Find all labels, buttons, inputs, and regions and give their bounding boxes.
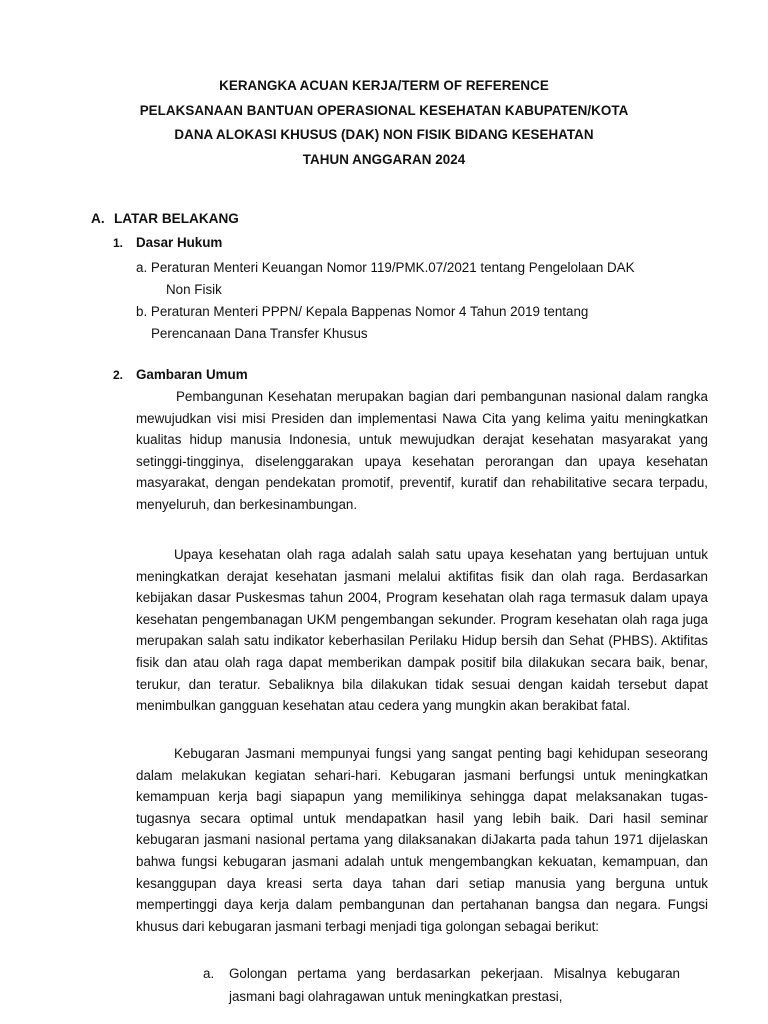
subsection-2-title: Gambaran Umum bbox=[136, 367, 248, 382]
document-title-block bbox=[0, 74, 768, 172]
legal-basis-item-a-label: a. bbox=[136, 260, 148, 275]
paragraph-2: Upaya kesehatan olah raga adalah salah satu upaya kesehatan yang bertujuan untuk meningkatkan derajat kesehatan jasmani melalui aktifitas fisik dan olah raga. Berdasarkan kebijakan dasar Puskesmas tahun 2004, Program kesehatan olah raga termasuk dalam upaya kesehatan pengembanagan UKM pengembangan sekunder. Program kesehatan olah raga juga merupakan salah satu indikator keberhasilan Perilaku Hidup bersih dan Sehat (PHBS). Aktifitas fisik dan atau olah raga dapat memberikan dampak positif bila dilakukan secara baik, benar, terukur, dan teratur. Sebaliknya bila dilakukan tidak sesuai dengan kaidah tersebut dapat menimbulkan gangguan kesehatan atau cedera yang mungkin akan berakibat fatal. bbox=[136, 547, 708, 714]
subsection-1-heading bbox=[113, 235, 222, 250]
subsection-2-number: 2. bbox=[113, 368, 124, 382]
legal-basis-item-a-line1: Peraturan Menteri Keuangan Nomor 119/PMK.07/2021 tentang Pengelolaan DAK bbox=[150, 260, 635, 275]
function-list-item-a-text: Golongan pertama yang berdasarkan pekerjaan. Misalnya kebugaran jasmani bagi olahragawan untuk meningkatkan prestasi, bbox=[229, 966, 680, 1004]
legal-basis-item-a bbox=[136, 257, 716, 301]
subsection-1-title: Dasar Hukum bbox=[136, 235, 223, 250]
subsection-1-number: 1. bbox=[113, 236, 124, 250]
legal-basis-item-b-label: b. bbox=[136, 304, 148, 319]
legal-basis-item-b-line2: Perencanaan Dana Transfer Khusus bbox=[151, 326, 368, 341]
paragraph-1: Pembangunan Kesehatan merupakan bagian dari pembangunan nasional dalam rangka mewujudkan visi misi Presiden dan implementasi Nawa Cita yang kelima yaitu meningkatkan kualitas hidup manusia Indonesia, untuk mewujudkan derajat kesehatan masyarakat yang setinggi-tingginya, diselenggarakan upaya kesehatan perorangan dan upaya kesehatan masyarakat, dengan pendekatan promotif, preventif, kuratif dan rehabilitative secara terpadu, menyeluruh, dan berkesinambungan. bbox=[136, 389, 708, 512]
legal-basis-item-b bbox=[136, 301, 716, 345]
title-line-4: TAHUN ANGGARAN 2024 bbox=[302, 151, 466, 167]
function-list-item-a bbox=[205, 963, 680, 1008]
function-list-item-a-label: a. bbox=[203, 966, 215, 981]
section-a-title: LATAR BELAKANG bbox=[114, 211, 239, 226]
section-a-heading bbox=[91, 211, 239, 226]
paragraph-3: Kebugaran Jasmani mempunyai fungsi yang sangat penting bagi kehidupan seseorang dalam melakukan kegiatan sehari-hari. Kebugaran jasmani berfungsi untuk meningkatkan kemampuan kerja bagi siapapun yang memilikinya sehingga dapat melaksanakan tugas-tugasnya secara optimal untuk mendapatkan hasil yang lebih baik. Dari hasil seminar kebugaran jasmani nasional pertama yang dilaksanakan diJakarta pada tahun 1971 dijelaskan bahwa fungsi kebugaran jasmani adalah untuk mengembangkan kekuatan, kemampuan, dan kesanggupan daya kreasi serta daya tahan dari setiap manusia yang berguna untuk mempertinggi daya kerja dalam pembangunan dan pertahanan bangsa dan negara. Fungsi khusus dari kebugaran jasmani terbagi menjadi tiga golongan sebagai berikut: bbox=[136, 746, 708, 934]
section-a-number: A. bbox=[91, 211, 105, 226]
subsection-2-heading bbox=[113, 367, 248, 382]
title-line-1: KERANGKA ACUAN KERJA/TERM OF REFERENCE bbox=[219, 78, 549, 93]
legal-basis-item-a-line2: Non Fisik bbox=[166, 282, 222, 297]
title-line-3: DANA ALOKASI KHUSUS (DAK) NON FISIK BIDANG KESEHATAN bbox=[174, 127, 594, 142]
title-line-2: PELAKSANAAN BANTUAN OPERASIONAL KESEHATAN KABUPATEN/KOTA bbox=[139, 102, 629, 118]
legal-basis-item-b-line1: Peraturan Menteri PPPN/ Kepala Bappenas Nomor 4 Tahun 2019 tentang bbox=[150, 304, 589, 319]
